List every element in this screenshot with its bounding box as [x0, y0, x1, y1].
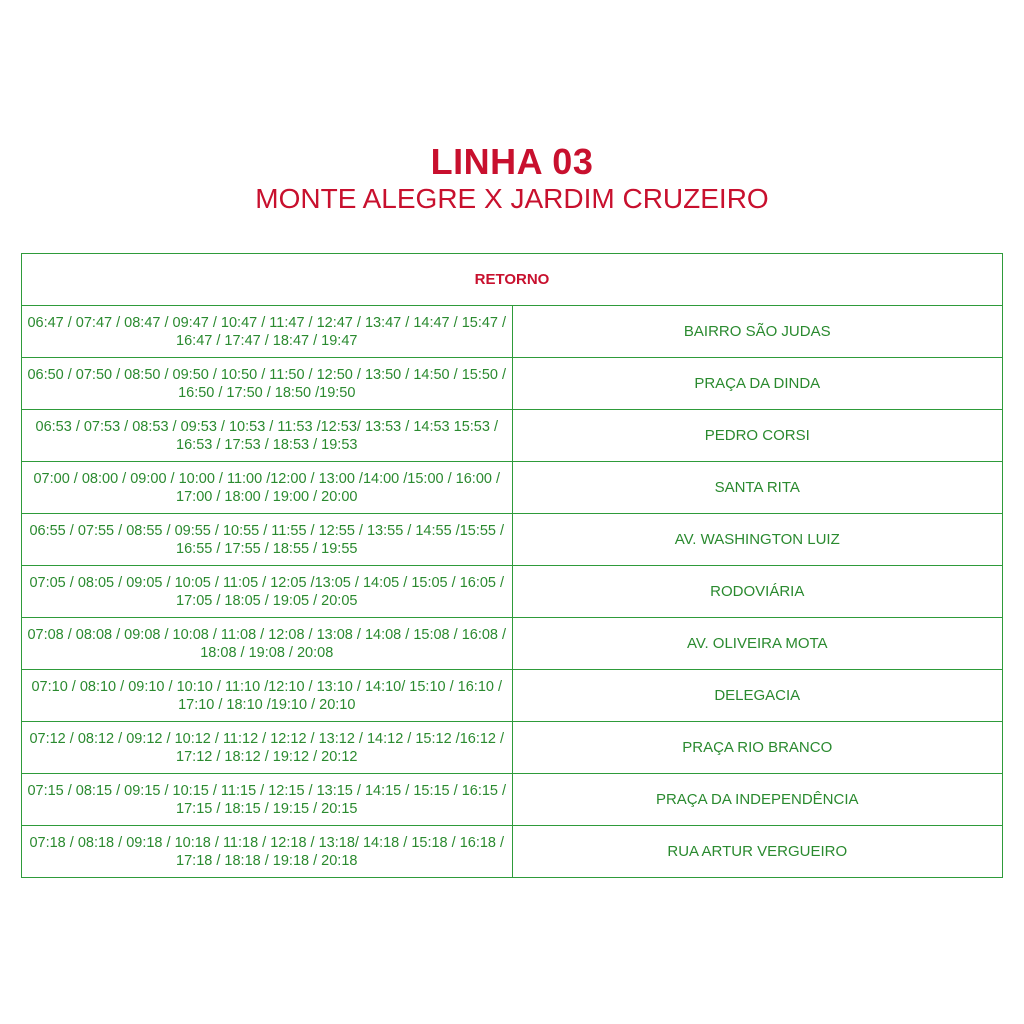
row-times: 07:00 / 08:00 / 09:00 / 10:00 / 11:00 /12:00 / 13:00 /14:00 /15:00 / 16:00 / 17:00 / 18:00 / 19:00 / 20:00 [22, 462, 513, 514]
row-times: 07:08 / 08:08 / 09:08 / 10:08 / 11:08 / 12:08 / 13:08 / 14:08 / 15:08 / 16:08 / 18:08 / 19:08 / 20:08 [22, 618, 513, 670]
schedule-table [21, 253, 1003, 878]
row-stop: PEDRO CORSI [512, 410, 1003, 462]
row-stop: PRAÇA RIO BRANCO [512, 722, 1003, 774]
table-row [22, 306, 1003, 358]
row-stop: DELEGACIA [512, 670, 1003, 722]
row-stop: PRAÇA DA DINDA [512, 358, 1003, 410]
table-heading: RETORNO [22, 254, 1003, 306]
row-times: 07:10 / 08:10 / 09:10 / 10:10 / 11:10 /12:10 / 13:10 / 14:10/ 15:10 / 16:10 / 17:10 / 18:10 /19:10 / 20:10 [22, 670, 513, 722]
table-row [22, 826, 1003, 878]
row-stop: RUA ARTUR VERGUEIRO [512, 826, 1003, 878]
table-row [22, 514, 1003, 566]
table-row [22, 722, 1003, 774]
row-times: 06:50 / 07:50 / 08:50 / 09:50 / 10:50 / 11:50 / 12:50 / 13:50 / 14:50 / 15:50 / 16:50 / 17:50 / 18:50 /19:50 [22, 358, 513, 410]
row-times: 07:18 / 08:18 / 09:18 / 10:18 / 11:18 / 12:18 / 13:18/ 14:18 / 15:18 / 16:18 / 17:18 / 18:18 / 19:18 / 20:18 [22, 826, 513, 878]
row-stop: AV. OLIVEIRA MOTA [512, 618, 1003, 670]
row-times: 07:12 / 08:12 / 09:12 / 10:12 / 11:12 / 12:12 / 13:12 / 14:12 / 15:12 /16:12 / 17:12 / 18:12 / 19:12 / 20:12 [22, 722, 513, 774]
row-stop: PRAÇA DA INDEPENDÊNCIA [512, 774, 1003, 826]
row-stop: SANTA RITA [512, 462, 1003, 514]
table-body [22, 306, 1003, 878]
row-times: 06:53 / 07:53 / 08:53 / 09:53 / 10:53 / 11:53 /12:53/ 13:53 / 14:53 15:53 / 16:53 / 17:53 / 18:53 / 19:53 [22, 410, 513, 462]
row-times: 06:47 / 07:47 / 08:47 / 09:47 / 10:47 / 11:47 / 12:47 / 13:47 / 14:47 / 15:47 / 16:47 / 17:47 / 18:47 / 19:47 [22, 306, 513, 358]
table-row [22, 670, 1003, 722]
row-times: 06:55 / 07:55 / 08:55 / 09:55 / 10:55 / 11:55 / 12:55 / 13:55 / 14:55 /15:55 / 16:55 / 17:55 / 18:55 / 19:55 [22, 514, 513, 566]
row-stop: AV. WASHINGTON LUIZ [512, 514, 1003, 566]
table-header-row [22, 254, 1003, 306]
row-stop: BAIRRO SÃO JUDAS [512, 306, 1003, 358]
row-times: 07:15 / 08:15 / 09:15 / 10:15 / 11:15 / 12:15 / 13:15 / 14:15 / 15:15 / 16:15 / 17:15 / 18:15 / 19:15 / 20:15 [22, 774, 513, 826]
row-stop: RODOVIÁRIA [512, 566, 1003, 618]
route-subtitle: MONTE ALEGRE X JARDIM CRUZEIRO [255, 183, 769, 214]
table-row [22, 566, 1003, 618]
table-row [22, 462, 1003, 514]
table-row [22, 410, 1003, 462]
page-title: LINHA 03 [430, 141, 594, 182]
table-row [22, 358, 1003, 410]
table-row [22, 774, 1003, 826]
row-times: 07:05 / 08:05 / 09:05 / 10:05 / 11:05 / 12:05 /13:05 / 14:05 / 15:05 / 16:05 / 17:05 / 18:05 / 19:05 / 20:05 [22, 566, 513, 618]
table-row [22, 618, 1003, 670]
